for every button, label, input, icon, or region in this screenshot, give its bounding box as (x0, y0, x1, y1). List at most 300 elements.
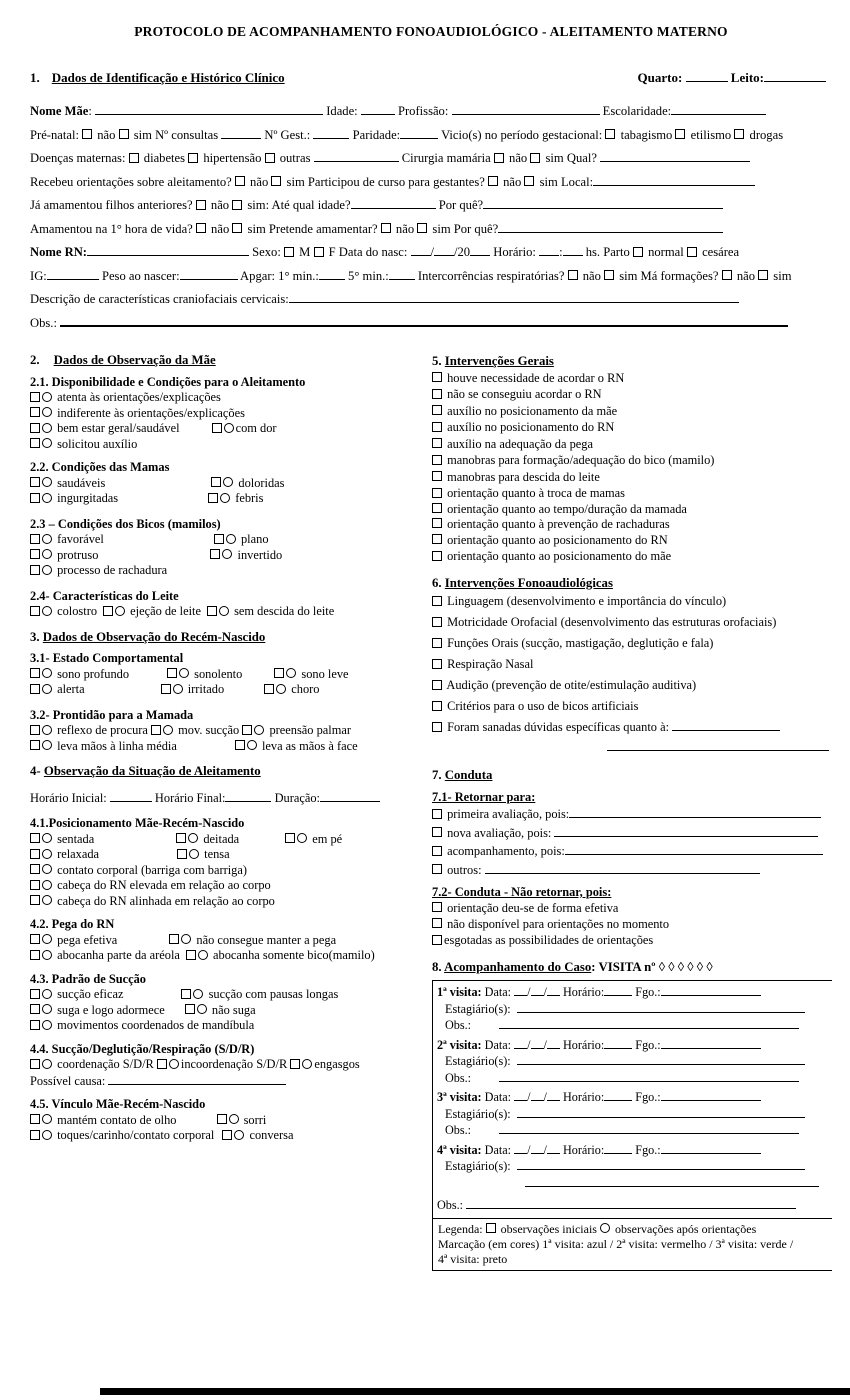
circle-mark[interactable] (42, 849, 52, 859)
form-line (432, 386, 832, 403)
checkbox[interactable] (432, 518, 442, 528)
checkbox[interactable] (161, 684, 171, 694)
circle-mark[interactable] (224, 423, 234, 433)
label-text: sim Local: (536, 174, 594, 189)
checkbox[interactable] (488, 176, 498, 186)
section-1-heading (30, 70, 285, 86)
circle-mark[interactable] (42, 565, 52, 575)
checkbox[interactable] (30, 950, 40, 960)
checkbox[interactable] (758, 270, 768, 280)
form-line (432, 591, 832, 612)
checkbox[interactable] (242, 725, 252, 735)
heading-text: Intervenções Gerais (444, 354, 554, 368)
circle-mark[interactable] (276, 684, 286, 694)
checkbox[interactable] (265, 153, 275, 163)
label-text: ◊ ◊ ◊ ◊ ◊ ◊ (658, 959, 713, 974)
label-text: sorri (240, 1112, 267, 1127)
blank-field[interactable] (517, 1001, 805, 1013)
checkbox[interactable] (188, 153, 198, 163)
label-text: auxílio na adequação da pega (444, 436, 593, 451)
checkbox[interactable] (285, 833, 295, 843)
checkbox[interactable] (30, 668, 40, 678)
circle-mark[interactable] (163, 725, 173, 735)
checkbox[interactable] (30, 423, 40, 433)
form-line (438, 1237, 832, 1252)
checkbox[interactable] (633, 247, 643, 257)
blank-field[interactable] (604, 1142, 632, 1154)
form-line (30, 218, 832, 242)
checkbox[interactable] (210, 549, 220, 559)
form-line (432, 842, 832, 861)
label-text: Profissão: (394, 104, 452, 118)
checkbox[interactable] (119, 129, 129, 139)
form-line (30, 532, 432, 548)
label-text: F Data do nasc: (325, 245, 411, 259)
checkbox[interactable] (432, 389, 442, 399)
checkbox[interactable] (214, 534, 224, 544)
label-text: incoordenação S/D/R (180, 1057, 291, 1071)
blank-field[interactable] (517, 1106, 805, 1118)
label-text: / (527, 985, 531, 999)
circle-mark[interactable] (42, 1020, 52, 1030)
checkbox[interactable] (222, 1130, 232, 1140)
checkbox[interactable] (722, 270, 732, 280)
blank-field[interactable] (604, 1037, 632, 1049)
circle-mark[interactable] (42, 407, 52, 417)
checkbox[interactable] (157, 1059, 167, 1069)
circle-mark[interactable] (254, 725, 264, 735)
checkbox[interactable] (30, 1059, 40, 1069)
checkbox[interactable] (432, 846, 442, 856)
blank-field[interactable] (434, 244, 454, 256)
blank-field[interactable] (514, 1089, 527, 1101)
blank-field[interactable] (483, 197, 723, 209)
blank-field[interactable] (661, 1142, 761, 1154)
checkbox[interactable] (30, 864, 40, 874)
label-text: doloridas (235, 475, 285, 490)
blank-field[interactable] (180, 268, 238, 280)
blank-field[interactable] (389, 268, 415, 280)
bed-blank-field[interactable] (764, 70, 826, 82)
checkbox[interactable] (432, 617, 442, 627)
label-text: Nome RN: (30, 245, 88, 259)
blank-field[interactable] (289, 291, 739, 303)
form-line (438, 1252, 832, 1267)
circle-mark[interactable] (42, 950, 52, 960)
blank-field[interactable] (108, 1073, 286, 1085)
circle-mark[interactable] (229, 1114, 239, 1124)
circle-mark[interactable] (42, 833, 52, 843)
checkbox[interactable] (432, 596, 442, 606)
blank-field[interactable] (672, 719, 780, 731)
blank-field[interactable] (539, 244, 559, 256)
checkbox[interactable] (103, 606, 113, 616)
label-text: Nome Mãe (30, 104, 89, 118)
checkbox[interactable] (604, 270, 614, 280)
label-text: 4.5. Vínculo Mãe-Recém-Nascido (30, 1097, 206, 1111)
checkbox[interactable] (314, 247, 324, 257)
blank-field[interactable] (314, 150, 399, 162)
blank-field[interactable] (569, 806, 821, 818)
checkbox[interactable] (30, 477, 40, 487)
checkbox[interactable] (151, 725, 161, 735)
checkbox[interactable] (381, 223, 391, 233)
checkbox[interactable] (432, 471, 442, 481)
checkbox[interactable] (530, 153, 540, 163)
circle-mark[interactable] (42, 989, 52, 999)
form-line (432, 403, 832, 420)
label-text: 3ª visita: (437, 1090, 482, 1104)
blank-field[interactable] (604, 984, 632, 996)
checkbox[interactable] (208, 493, 218, 503)
label-text: reflexo de procura (54, 723, 152, 737)
circle-mark[interactable] (42, 1059, 52, 1069)
checkbox[interactable] (30, 606, 40, 616)
checkbox[interactable] (196, 223, 206, 233)
checkbox[interactable] (432, 918, 442, 928)
circle-mark[interactable] (42, 534, 52, 544)
checkbox[interactable] (30, 438, 40, 448)
circle-mark[interactable] (42, 493, 52, 503)
circle-mark[interactable] (173, 684, 183, 694)
circle-mark[interactable] (198, 950, 208, 960)
label-text: esgotadas as possibilidades de orientações (444, 933, 654, 947)
blank-field[interactable] (531, 984, 544, 996)
checkbox[interactable] (432, 638, 442, 648)
checkbox[interactable] (30, 392, 40, 402)
room-label: Quarto: (637, 70, 683, 85)
checkbox[interactable] (30, 565, 40, 575)
blank-field[interactable] (514, 1037, 527, 1049)
blank-field[interactable] (320, 790, 380, 802)
blank-field[interactable] (221, 127, 261, 139)
checkbox[interactable] (207, 606, 217, 616)
right-column (432, 343, 832, 1271)
blank-field[interactable] (547, 1089, 560, 1101)
blank-field[interactable] (600, 150, 750, 162)
form-line (432, 696, 832, 717)
checkbox[interactable] (129, 153, 139, 163)
checkbox[interactable] (284, 247, 294, 257)
form-line (437, 1142, 832, 1159)
checkbox[interactable] (432, 422, 442, 432)
label-text: favorável (54, 532, 104, 546)
checkbox[interactable] (235, 176, 245, 186)
blank-field[interactable] (517, 1158, 805, 1170)
circle-mark[interactable] (42, 438, 52, 448)
checkbox[interactable] (568, 270, 578, 280)
label-text: relaxada (54, 847, 100, 861)
blank-field[interactable] (593, 174, 755, 186)
checkbox[interactable] (432, 372, 442, 382)
blank-field[interactable] (351, 197, 436, 209)
circle-mark[interactable] (188, 833, 198, 843)
checkbox[interactable] (30, 1004, 40, 1014)
checkbox[interactable] (30, 895, 40, 905)
label-text: não se conseguiu acordar o RN (444, 387, 602, 401)
circle-mark[interactable] (234, 1130, 244, 1140)
checkbox[interactable] (432, 551, 442, 561)
circle-mark[interactable] (181, 934, 191, 944)
blank-field[interactable] (87, 244, 249, 256)
checkbox[interactable] (290, 1059, 300, 1069)
label-text: 2. (30, 353, 40, 367)
label-text: sucção eficaz (54, 987, 124, 1001)
form-line (30, 832, 432, 848)
label-text: observações após orientações (611, 1221, 757, 1236)
blank-field[interactable] (531, 1037, 544, 1049)
form-line (432, 452, 832, 469)
circle-mark[interactable] (42, 1114, 52, 1124)
checkbox[interactable] (217, 1114, 227, 1124)
circle-mark[interactable] (42, 423, 52, 433)
checkbox[interactable] (30, 407, 40, 417)
circle-mark[interactable] (115, 606, 125, 616)
checkbox[interactable] (212, 423, 222, 433)
blank-field[interactable] (531, 1089, 544, 1101)
checkbox[interactable] (30, 833, 40, 843)
circle-mark[interactable] (179, 668, 189, 678)
checkbox[interactable] (675, 129, 685, 139)
form-line (432, 485, 832, 502)
form-line (432, 789, 832, 806)
form-line (30, 878, 432, 894)
circle-mark[interactable] (42, 725, 52, 735)
blank-field[interactable] (499, 1122, 799, 1134)
form-line (30, 764, 432, 780)
checkbox[interactable] (82, 129, 92, 139)
circle-mark[interactable] (42, 606, 52, 616)
circle-mark[interactable] (42, 740, 52, 750)
form-line (30, 682, 432, 698)
circle-mark[interactable] (222, 549, 232, 559)
circle-mark[interactable] (247, 740, 257, 750)
checkbox[interactable] (524, 176, 534, 186)
blank-field[interactable] (604, 1089, 632, 1101)
checkbox[interactable] (181, 989, 191, 999)
label-text: Amamentou na 1° hora de vida? (30, 221, 196, 236)
blank-field[interactable] (525, 1175, 819, 1187)
circle-mark[interactable] (42, 864, 52, 874)
form-line (432, 370, 832, 387)
blank-field[interactable] (563, 244, 583, 256)
circle-mark[interactable] (42, 880, 52, 890)
checkbox[interactable] (185, 1004, 195, 1014)
label-text: Estagiário(s): (445, 1106, 511, 1121)
checkbox[interactable] (417, 223, 427, 233)
checkbox[interactable] (196, 200, 206, 210)
form-line (432, 901, 832, 916)
checkbox[interactable] (30, 549, 40, 559)
blank-field[interactable] (110, 790, 152, 802)
blank-field[interactable] (47, 268, 99, 280)
checkbox[interactable] (30, 934, 40, 944)
blank-field[interactable] (661, 984, 761, 996)
label-text: / (543, 1090, 547, 1104)
circle-mark[interactable] (286, 668, 296, 678)
checkbox[interactable] (432, 503, 442, 513)
checkbox[interactable] (271, 176, 281, 186)
form-line (432, 861, 832, 880)
label-text: manobras para descida do leite (444, 469, 600, 484)
checkbox[interactable] (605, 129, 615, 139)
checkbox[interactable] (432, 534, 442, 544)
label-text: Horário: (559, 1142, 605, 1157)
circle-mark[interactable] (42, 1004, 52, 1014)
checkbox[interactable] (432, 902, 442, 912)
blank-field[interactable] (661, 1089, 761, 1101)
checkbox[interactable] (494, 153, 504, 163)
checkbox[interactable] (30, 849, 40, 859)
checkbox[interactable] (30, 1114, 40, 1124)
blank-field[interactable] (95, 103, 323, 115)
checkbox[interactable] (30, 1020, 40, 1030)
blank-field[interactable] (554, 825, 818, 837)
circle-mark[interactable] (223, 477, 233, 487)
checkbox[interactable] (30, 684, 40, 694)
label-text: sentada (54, 831, 95, 846)
checkbox[interactable] (176, 833, 186, 843)
label-text: Horário: (559, 985, 605, 999)
circle-mark[interactable] (42, 684, 52, 694)
label-text: 3.2- Prontidão para a Mamada (30, 707, 194, 722)
checkbox[interactable] (432, 701, 442, 711)
blank-field[interactable] (547, 984, 560, 996)
checkbox[interactable] (30, 880, 40, 890)
checkbox[interactable] (687, 247, 697, 257)
label-text: sim Qual? (542, 151, 601, 165)
label-text: ejeção de leite (127, 604, 201, 618)
circle-mark[interactable] (193, 989, 203, 999)
blank-field[interactable] (607, 739, 829, 751)
label-text: abocanha parte da aréola (54, 948, 180, 962)
label-text: cesárea (698, 245, 740, 259)
label-text: suga e logo adormece (54, 1002, 165, 1017)
blank-field[interactable] (400, 127, 438, 139)
form-line (30, 894, 432, 910)
blank-field[interactable] (361, 103, 395, 115)
blank-field[interactable] (514, 1142, 527, 1154)
form-line (30, 816, 432, 832)
checkbox[interactable] (432, 488, 442, 498)
blank-field[interactable] (225, 790, 271, 802)
checkbox[interactable] (30, 725, 40, 735)
checkbox[interactable] (167, 668, 177, 678)
blank-field[interactable] (452, 103, 600, 115)
circle-mark[interactable] (226, 534, 236, 544)
label-text: Fgo.: (632, 985, 661, 999)
checkbox[interactable] (30, 534, 40, 544)
blank-field[interactable] (319, 268, 345, 280)
blank-field[interactable] (547, 1142, 560, 1154)
checkbox[interactable] (432, 722, 442, 732)
blank-field[interactable] (466, 1197, 796, 1209)
checkbox[interactable] (486, 1223, 496, 1233)
checkbox[interactable] (432, 405, 442, 415)
blank-field[interactable] (514, 984, 527, 996)
room-blank-field[interactable] (686, 70, 728, 82)
blank-field[interactable] (60, 314, 788, 327)
blank-field[interactable] (313, 127, 349, 139)
circle-mark[interactable] (42, 895, 52, 905)
label-text: sonolento (191, 666, 243, 681)
label-text: Data: (481, 1090, 515, 1104)
circle-mark[interactable] (219, 606, 229, 616)
checkbox[interactable] (432, 864, 442, 874)
label-text: Sexo: (249, 245, 284, 259)
checkbox[interactable] (432, 680, 442, 690)
circle-mark[interactable] (42, 549, 52, 559)
label-text: Estagiário(s): (445, 1054, 511, 1068)
circle-mark[interactable] (42, 668, 52, 678)
checkbox[interactable] (177, 849, 187, 859)
label-text: 7. (432, 768, 445, 782)
circle-mark[interactable] (42, 1130, 52, 1140)
form-line (437, 1089, 832, 1106)
circle-mark[interactable] (302, 1059, 312, 1069)
checkbox[interactable] (30, 1130, 40, 1140)
checkbox[interactable] (274, 668, 284, 678)
circle-mark[interactable] (42, 934, 52, 944)
circle-mark[interactable] (189, 849, 199, 859)
checkbox[interactable] (30, 989, 40, 999)
blank-field[interactable] (411, 244, 431, 256)
blank-field[interactable] (547, 1037, 560, 1049)
checkbox[interactable] (432, 659, 442, 669)
form-line (30, 460, 432, 476)
checkbox[interactable] (30, 493, 40, 503)
checkbox[interactable] (432, 827, 442, 837)
checkbox[interactable] (211, 477, 221, 487)
blank-field[interactable] (498, 221, 723, 233)
checkbox[interactable] (264, 684, 274, 694)
label-text: acompanhamento, pois: (444, 844, 565, 858)
blank-field[interactable] (671, 103, 766, 115)
checkbox[interactable] (432, 455, 442, 465)
checkbox[interactable] (432, 438, 442, 448)
checkbox[interactable] (235, 740, 245, 750)
circle-mark[interactable] (297, 833, 307, 843)
checkbox[interactable] (432, 809, 442, 819)
checkbox[interactable] (232, 223, 242, 233)
blank-field[interactable] (517, 1053, 805, 1065)
blank-field[interactable] (531, 1142, 544, 1154)
checkbox[interactable] (232, 200, 242, 210)
circle-mark[interactable] (600, 1223, 610, 1233)
circle-mark[interactable] (220, 493, 230, 503)
checkbox[interactable] (432, 935, 442, 945)
checkbox[interactable] (30, 740, 40, 750)
circle-mark[interactable] (169, 1059, 179, 1069)
checkbox[interactable] (186, 950, 196, 960)
blank-field[interactable] (565, 843, 823, 855)
checkbox[interactable] (169, 934, 179, 944)
label-text: ingurgitadas (54, 491, 119, 505)
checkbox[interactable] (734, 129, 744, 139)
circle-mark[interactable] (42, 392, 52, 402)
circle-mark[interactable] (42, 477, 52, 487)
blank-field[interactable] (661, 1037, 761, 1049)
label-text: choro (288, 682, 320, 696)
circle-mark[interactable] (197, 1004, 207, 1014)
blank-field[interactable] (499, 1070, 799, 1082)
form-line (30, 933, 432, 949)
blank-field[interactable] (470, 244, 490, 256)
blank-field[interactable] (485, 862, 760, 874)
label-text: Fgo.: (632, 1090, 661, 1104)
blank-field[interactable] (499, 1017, 799, 1029)
label-text: / (527, 1090, 531, 1104)
